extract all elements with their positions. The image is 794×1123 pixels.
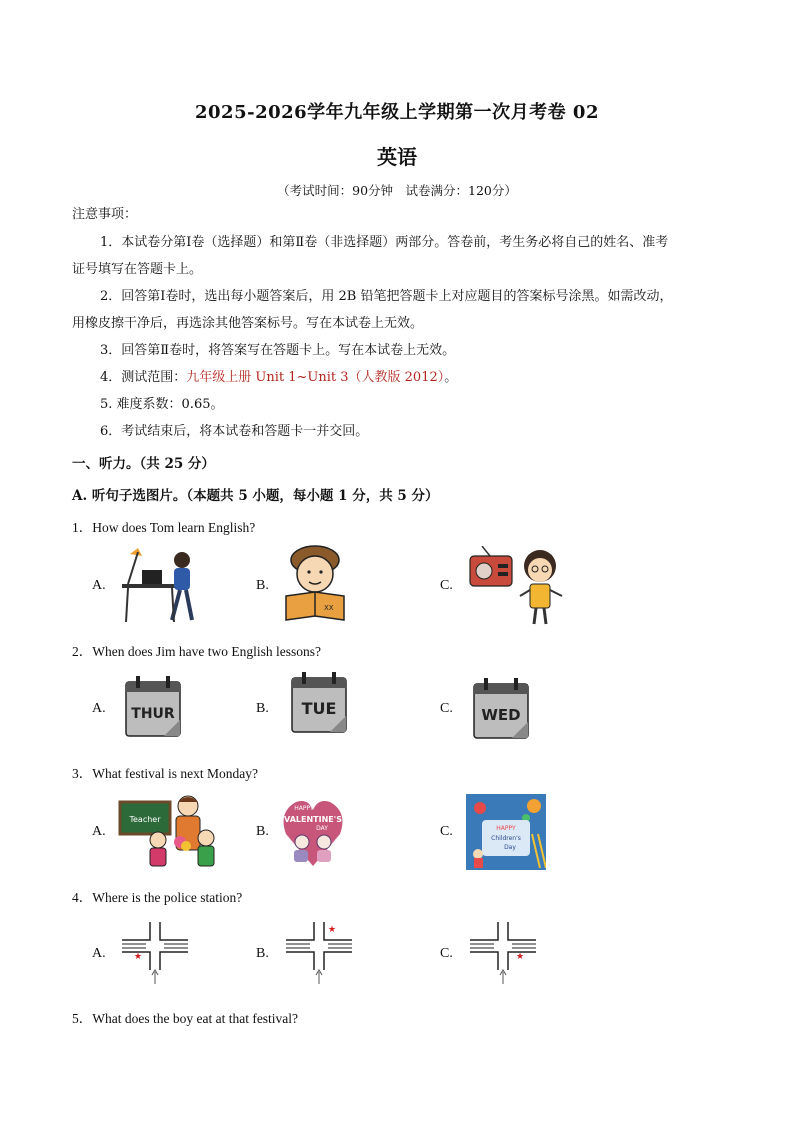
- q2-option-b-label: B.: [256, 701, 269, 716]
- note-item-1-line-1: 1．本试卷分第Ⅰ卷（选择题）和第Ⅱ卷（非选择题）两部分。答卷前，考生务必将自己的姓名、准考: [100, 235, 669, 250]
- note-item-3: 3．回答第Ⅱ卷时，将答案写在答题卡上。写在本试卷上无效。: [100, 343, 456, 358]
- question-2: 2．When does Jim have two English lessons?: [72, 644, 321, 659]
- q3-option-b-label: B.: [256, 824, 269, 839]
- q1-option-b-label: B.: [256, 578, 269, 593]
- star-icon: ★: [515, 952, 525, 962]
- subject-title: 英语: [377, 145, 417, 169]
- q4-option-b-label: B.: [256, 946, 269, 961]
- boy-reading-book-image: [282, 544, 348, 624]
- question-1: 1．How does Tom learn English?: [72, 520, 256, 535]
- valentines-day-image: [282, 790, 344, 870]
- map-option-b-image: [282, 920, 356, 986]
- calendar-wed-label: WED: [481, 706, 521, 724]
- teacher-board-text: Teacher: [129, 815, 161, 824]
- map-option-c-image: [466, 920, 540, 986]
- test-range: 九年级上册 Unit 1~Unit 3（人教版 2012）: [186, 370, 445, 385]
- childrens-day-text-1: HAPPY: [496, 825, 516, 832]
- map-option-a-image: [118, 920, 192, 986]
- question-3: 3．What festival is next Monday?: [72, 766, 258, 781]
- q4-option-a-label: A.: [92, 946, 106, 961]
- girl-with-radio-image: [468, 546, 568, 628]
- q2-option-a-label: A.: [92, 701, 106, 716]
- calendar-thur-label: THUR: [131, 706, 175, 722]
- note-item-2-line-2: 用橡皮擦干净后，再选涂其他答案标号。写在本试卷上无效。: [72, 316, 424, 331]
- q3-option-c-label: C.: [440, 824, 453, 839]
- q1-option-a-label: A.: [92, 578, 106, 593]
- note-item-5: 5. 难度系数：0.65。: [100, 397, 224, 412]
- calendar-tue-label: TUE: [301, 699, 337, 718]
- childrens-day-text-2: Children's: [491, 835, 521, 842]
- q1-option-c-label: C.: [440, 578, 453, 593]
- calendar-thur-image: [124, 676, 182, 738]
- exam-info: （考试时间：90分钟 试卷满分：120分）: [277, 183, 517, 198]
- calendar-tue-image: [290, 672, 348, 734]
- childrens-day-image: [466, 794, 546, 870]
- teachers-day-image: [118, 792, 222, 870]
- notes-heading: 注意事项：: [72, 207, 138, 222]
- section-listening-heading: 一、听力。（共 25 分）: [72, 456, 215, 472]
- note-item-4-prefix: 4．测试范围：: [100, 370, 187, 385]
- q4-option-c-label: C.: [440, 946, 453, 961]
- q3-option-a-label: A.: [92, 824, 106, 839]
- part-a-heading: A. 听句子选图片。（本题共 5 小题，每小题 1 分，共 5 分）: [72, 488, 439, 504]
- svg-text:XX: XX: [324, 604, 334, 612]
- note-item-4-suffix: 。: [444, 370, 458, 385]
- star-icon: ★: [133, 952, 143, 962]
- page-title: 2025-2026学年九年级上学期第一次月考卷 02: [195, 102, 599, 123]
- question-4: 4．Where is the police station?: [72, 890, 243, 905]
- question-5: 5．What does the boy eat at that festival?: [72, 1011, 299, 1026]
- note-item-1-line-2: 证号填写在答题卡上。: [72, 262, 203, 277]
- childrens-day-text-3: Day: [504, 844, 516, 851]
- note-item-2-line-1: 2．回答第Ⅰ卷时，选出每小题答案后，用 2B 铅笔把答题卡上对应题目的答案标号涂黑。如需改动，: [100, 289, 673, 304]
- valentine-text-1: HAPPY: [294, 805, 314, 812]
- calendar-wed-image: [472, 678, 530, 740]
- note-item-6: 6．考试结束后，将本试卷和答题卡一并交回。: [100, 424, 369, 439]
- valentine-text-3: DAY: [316, 825, 328, 832]
- star-icon: ★: [327, 925, 337, 935]
- valentine-text-2: VALENTINE'S: [284, 815, 342, 824]
- note-item-4: [100, 368, 457, 388]
- boy-studying-laptop-image: [120, 546, 200, 626]
- q2-option-c-label: C.: [440, 701, 453, 716]
